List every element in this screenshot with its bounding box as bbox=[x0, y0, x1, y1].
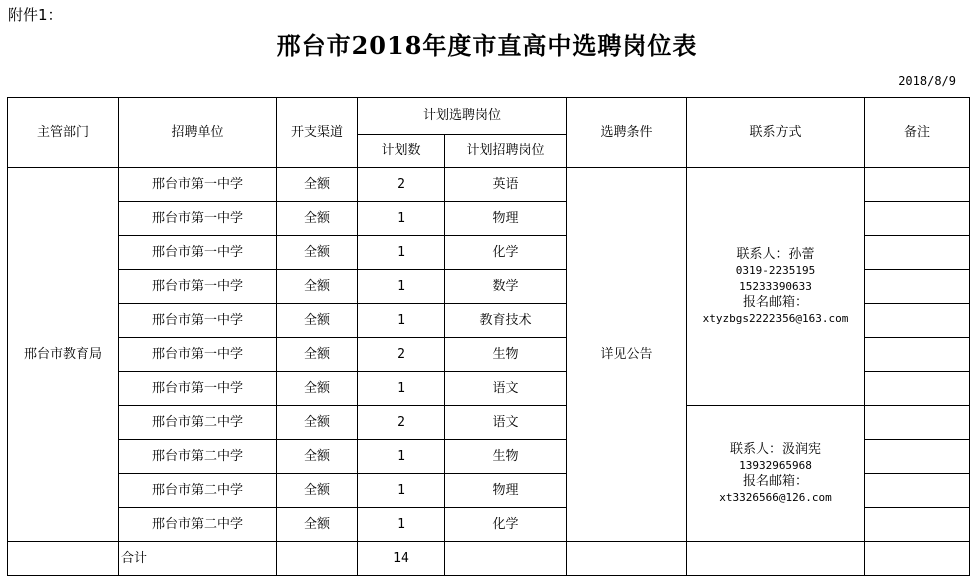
total-dept-cell bbox=[8, 542, 119, 576]
count-cell: 2 bbox=[358, 168, 445, 202]
unit-cell: 邢台市第一中学 bbox=[119, 270, 277, 304]
contact-cell-1 bbox=[687, 168, 865, 406]
post-cell: 化学 bbox=[445, 508, 567, 542]
total-conditions-cell bbox=[567, 542, 687, 576]
contact-mobile: 15233390633 bbox=[739, 279, 812, 293]
remark-cell bbox=[865, 372, 970, 406]
count-cell: 1 bbox=[358, 304, 445, 338]
unit-cell: 邢台市第一中学 bbox=[119, 168, 277, 202]
header-remark: 备注 bbox=[865, 98, 970, 168]
contact-email: xtyzbgs2222356@163.com bbox=[702, 311, 849, 325]
conditions-cell: 详见公告 bbox=[567, 168, 687, 542]
count-cell: 1 bbox=[358, 202, 445, 236]
header-row bbox=[8, 98, 970, 135]
page-title: 邢台市2018年度市直高中选聘岗位表 bbox=[276, 31, 698, 60]
unit-cell: 邢台市第二中学 bbox=[119, 406, 277, 440]
header-plan-group: 计划选聘岗位 bbox=[358, 98, 567, 135]
contact-cell-2 bbox=[687, 406, 865, 542]
positions-table bbox=[7, 97, 970, 576]
unit-cell: 邢台市第一中学 bbox=[119, 202, 277, 236]
post-cell: 英语 bbox=[445, 168, 567, 202]
funding-cell: 全额 bbox=[277, 168, 358, 202]
total-post-cell bbox=[445, 542, 567, 576]
document-date: 2018/8/9 bbox=[898, 74, 956, 88]
funding-cell: 全额 bbox=[277, 372, 358, 406]
remark-cell bbox=[865, 338, 970, 372]
funding-cell: 全额 bbox=[277, 440, 358, 474]
header-plan-post: 计划招聘岗位 bbox=[445, 135, 567, 168]
funding-cell: 全额 bbox=[277, 338, 358, 372]
header-plan-count: 计划数 bbox=[358, 135, 445, 168]
post-cell: 物理 bbox=[445, 202, 567, 236]
funding-cell: 全额 bbox=[277, 304, 358, 338]
post-cell: 语文 bbox=[445, 406, 567, 440]
contact-email-label: 报名邮箱： bbox=[743, 294, 809, 310]
unit-cell: 邢台市第一中学 bbox=[119, 372, 277, 406]
contact-phone: 0319-2235195 bbox=[735, 263, 816, 277]
unit-cell: 邢台市第一中学 bbox=[119, 304, 277, 338]
funding-cell: 全额 bbox=[277, 474, 358, 508]
table-row bbox=[8, 406, 970, 440]
count-cell: 1 bbox=[358, 236, 445, 270]
remark-cell bbox=[865, 202, 970, 236]
post-cell: 物理 bbox=[445, 474, 567, 508]
total-row bbox=[8, 542, 970, 576]
count-cell: 2 bbox=[358, 406, 445, 440]
count-cell: 1 bbox=[358, 474, 445, 508]
post-cell: 生物 bbox=[445, 338, 567, 372]
funding-cell: 全额 bbox=[277, 202, 358, 236]
funding-cell: 全额 bbox=[277, 508, 358, 542]
contact-person: 联系人：汲润宪 bbox=[730, 441, 822, 457]
remark-cell bbox=[865, 440, 970, 474]
contact-email: xt3326566@126.com bbox=[719, 490, 832, 504]
header-funding: 开支渠道 bbox=[277, 98, 358, 168]
dept-cell: 邢台市教育局 bbox=[8, 168, 119, 542]
remark-cell bbox=[865, 304, 970, 338]
post-cell: 数学 bbox=[445, 270, 567, 304]
post-cell: 化学 bbox=[445, 236, 567, 270]
unit-cell: 邢台市第二中学 bbox=[119, 474, 277, 508]
header-dept: 主管部门 bbox=[8, 98, 119, 168]
total-label: 合计 bbox=[119, 542, 277, 576]
count-cell: 1 bbox=[358, 440, 445, 474]
remark-cell bbox=[865, 474, 970, 508]
count-cell: 1 bbox=[358, 372, 445, 406]
count-cell: 2 bbox=[358, 338, 445, 372]
unit-cell: 邢台市第二中学 bbox=[119, 508, 277, 542]
remark-cell bbox=[865, 236, 970, 270]
funding-cell: 全额 bbox=[277, 406, 358, 440]
total-count: 14 bbox=[358, 542, 445, 576]
post-cell: 生物 bbox=[445, 440, 567, 474]
remark-cell bbox=[865, 406, 970, 440]
table-row bbox=[8, 168, 970, 202]
total-contact-cell bbox=[687, 542, 865, 576]
post-cell: 语文 bbox=[445, 372, 567, 406]
unit-cell: 邢台市第一中学 bbox=[119, 236, 277, 270]
unit-cell: 邢台市第一中学 bbox=[119, 338, 277, 372]
header-contact: 联系方式 bbox=[687, 98, 865, 168]
contact-person: 联系人：孙蕾 bbox=[736, 246, 815, 262]
contact-email-label: 报名邮箱： bbox=[743, 473, 809, 489]
attachment-label: 附件1： bbox=[8, 6, 63, 24]
remark-cell bbox=[865, 508, 970, 542]
remark-cell bbox=[865, 270, 970, 304]
funding-cell: 全额 bbox=[277, 270, 358, 304]
total-remark-cell bbox=[865, 542, 970, 576]
count-cell: 1 bbox=[358, 270, 445, 304]
unit-cell: 邢台市第二中学 bbox=[119, 440, 277, 474]
header-conditions: 选聘条件 bbox=[567, 98, 687, 168]
funding-cell: 全额 bbox=[277, 236, 358, 270]
post-cell: 教育技术 bbox=[445, 304, 567, 338]
remark-cell bbox=[865, 168, 970, 202]
header-unit: 招聘单位 bbox=[119, 98, 277, 168]
count-cell: 1 bbox=[358, 508, 445, 542]
contact-mobile: 13932965968 bbox=[739, 458, 812, 472]
total-funding-cell bbox=[277, 542, 358, 576]
